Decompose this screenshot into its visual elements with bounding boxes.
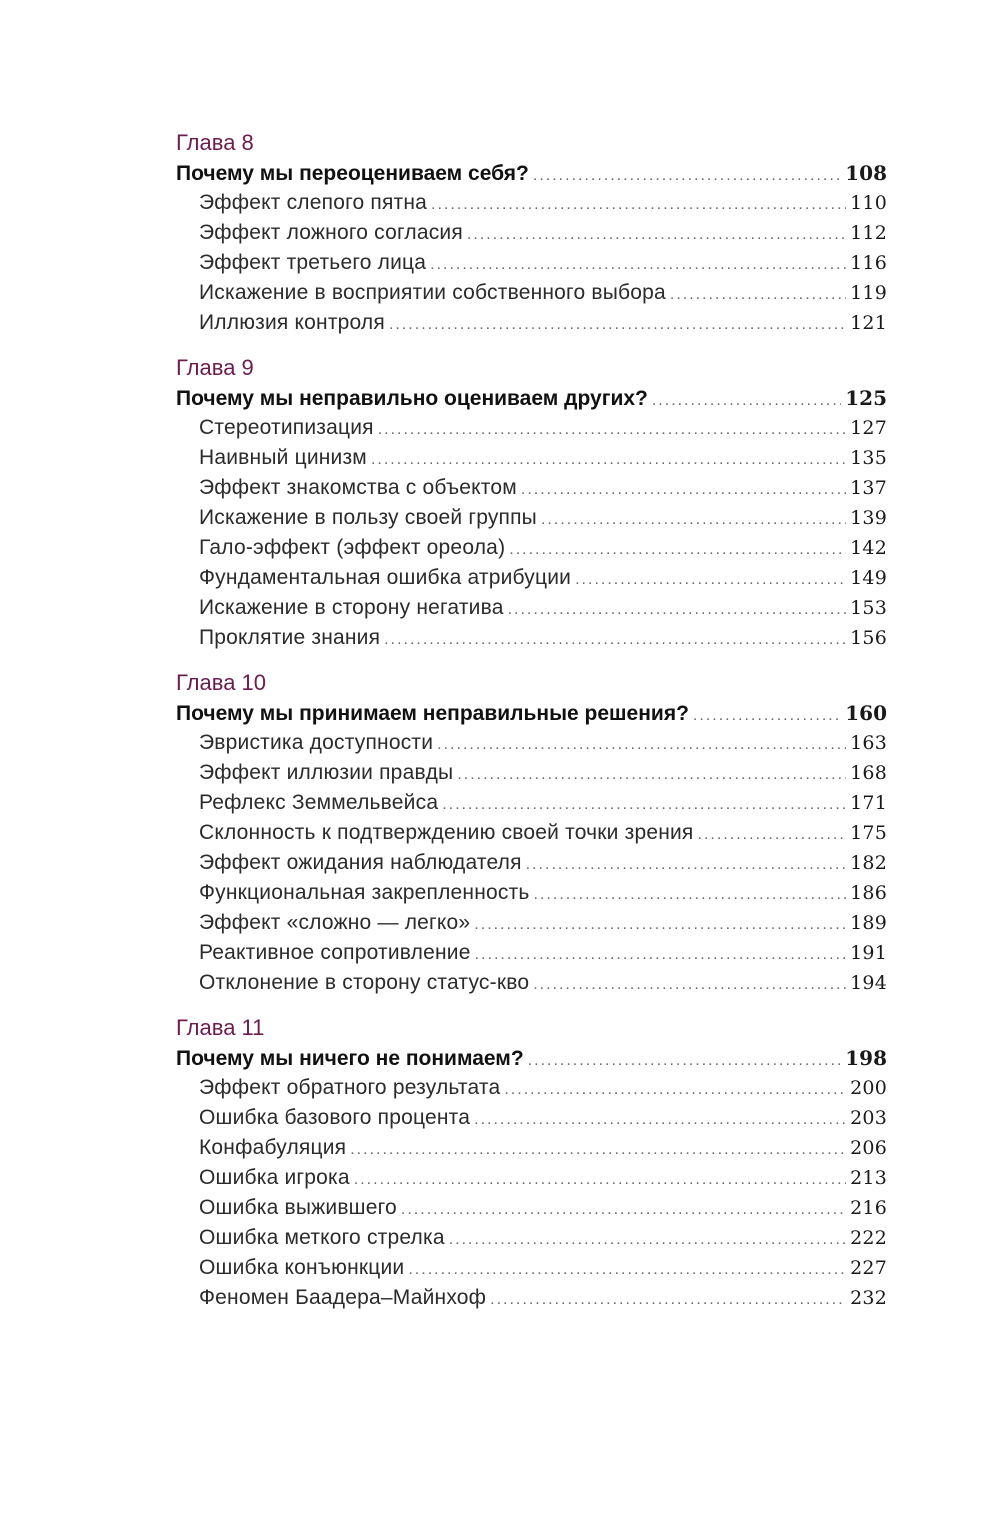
page-number: 200: [850, 1077, 887, 1099]
toc-entry[interactable]: [176, 533, 887, 563]
toc-entry[interactable]: [176, 623, 887, 653]
entry-title: Эвристика доступности: [199, 731, 434, 754]
page-number: 139: [850, 507, 887, 529]
page-number: 189: [850, 912, 887, 934]
entry-title: Эффект знакомства с объектом: [199, 476, 517, 499]
toc-entry[interactable]: [176, 1073, 887, 1103]
page-number: 194: [850, 972, 887, 994]
dot-leader: [698, 820, 847, 850]
dot-leader: [408, 1255, 846, 1285]
chapter-section: [176, 1013, 887, 1313]
entry-title: Ошибка меткого стрелка: [199, 1226, 445, 1249]
entry-title: Стереотипизация: [199, 416, 374, 439]
toc-entry[interactable]: [176, 413, 887, 443]
toc-entry[interactable]: [176, 908, 887, 938]
chapter-label: Глава 11: [176, 1015, 265, 1040]
dot-leader: [431, 190, 846, 220]
entry-title: Эффект ожидания наблюдателя: [199, 851, 522, 874]
dot-leader: [475, 940, 847, 970]
toc-entry[interactable]: [176, 593, 887, 623]
page-number: 203: [850, 1107, 887, 1129]
entry-title: Ошибка конъюнкции: [199, 1256, 405, 1279]
entry-title: Ошибка базового процента: [199, 1106, 471, 1129]
toc-entry[interactable]: [176, 188, 887, 218]
toc-entry[interactable]: [176, 878, 887, 908]
dot-leader: [528, 1046, 842, 1076]
page-number: 142: [850, 537, 887, 559]
dot-leader: [437, 730, 846, 760]
page-number: 163: [850, 732, 887, 754]
dot-leader: [354, 1165, 846, 1195]
page-number: 108: [845, 161, 887, 185]
dot-leader: [670, 280, 846, 310]
table-of-contents: [176, 128, 887, 1328]
page-number: 227: [850, 1257, 887, 1279]
dot-leader: [541, 505, 846, 535]
toc-entry[interactable]: [176, 1223, 887, 1253]
toc-entry[interactable]: [176, 278, 887, 308]
page-number: 191: [850, 942, 887, 964]
toc-entry[interactable]: [176, 938, 887, 968]
toc-entry[interactable]: [176, 968, 887, 998]
dot-leader: [350, 1135, 846, 1165]
dot-leader: [474, 910, 846, 940]
page-number: 222: [850, 1227, 887, 1249]
toc-entry[interactable]: [176, 1253, 887, 1283]
chapter-title: Почему мы ничего не понимаем?: [176, 1047, 524, 1070]
page-number: 137: [850, 477, 887, 499]
page-number: 232: [850, 1287, 887, 1309]
page-number: 121: [850, 312, 887, 334]
dot-leader: [533, 970, 846, 1000]
page-number: 119: [850, 282, 887, 304]
dot-leader: [652, 386, 841, 416]
dot-leader: [389, 310, 846, 340]
entry-title: Проклятие знания: [199, 626, 381, 649]
dot-leader: [457, 760, 846, 790]
dot-leader: [401, 1195, 846, 1225]
entry-title: Эффект третьего лица: [199, 251, 427, 274]
entry-title: Эффект ложного согласия: [199, 221, 463, 244]
entry-title: Эффект «сложно — легко»: [199, 911, 471, 934]
entry-title: Гало-эффект (эффект ореола): [199, 536, 506, 559]
page-number: 168: [850, 762, 887, 784]
entry-title: Эффект обратного результата: [199, 1076, 501, 1099]
page-number: 182: [850, 852, 887, 874]
chapter-section: [176, 128, 887, 338]
toc-entry[interactable]: [176, 758, 887, 788]
toc-entry[interactable]: [176, 1103, 887, 1133]
dot-leader: [526, 850, 846, 880]
chapter-title-row[interactable]: [176, 698, 887, 728]
chapter-title: Почему мы принимаем неправильные решения?: [176, 702, 689, 725]
page-number: 171: [850, 792, 887, 814]
toc-entry[interactable]: [176, 1163, 887, 1193]
dot-leader: [508, 595, 847, 625]
toc-entry[interactable]: [176, 1283, 887, 1313]
toc-entry[interactable]: [176, 818, 887, 848]
chapter-title: Почему мы неправильно оцениваем других?: [176, 387, 648, 410]
page-number: 127: [850, 417, 887, 439]
chapter-title-row[interactable]: [176, 1043, 887, 1073]
toc-entry[interactable]: [176, 1133, 887, 1163]
toc-entry[interactable]: [176, 443, 887, 473]
entry-title: Фундаментальная ошибка атрибуции: [199, 566, 572, 589]
toc-entry[interactable]: [176, 1193, 887, 1223]
chapter-label: Глава 8: [176, 130, 254, 155]
page-number: 112: [850, 222, 887, 244]
toc-entry[interactable]: [176, 503, 887, 533]
entry-title: Рефлекс Земмельвейса: [199, 791, 439, 814]
dot-leader: [504, 1075, 846, 1105]
entry-title: Феномен Баадера–Майнхоф: [199, 1286, 487, 1309]
entry-title: Реактивное сопротивление: [199, 941, 471, 964]
toc-entry[interactable]: [176, 218, 887, 248]
entry-title: Ошибка игрока: [199, 1166, 350, 1189]
page-number: 116: [850, 252, 887, 274]
toc-entry[interactable]: [176, 248, 887, 278]
dot-leader: [378, 415, 846, 445]
dot-leader: [534, 880, 847, 910]
toc-entry[interactable]: [176, 848, 887, 878]
dot-leader: [474, 1105, 846, 1135]
dot-leader: [533, 161, 841, 191]
page-number: 125: [845, 386, 887, 410]
chapter-section: [176, 668, 887, 998]
chapter-label: Глава 9: [176, 355, 254, 380]
entry-title: Эффект иллюзии правды: [199, 761, 454, 784]
entry-title: Эффект слепого пятна: [199, 191, 428, 214]
toc-entry[interactable]: [176, 473, 887, 503]
entry-title: Иллюзия контроля: [199, 311, 385, 334]
entry-title: Искажение в пользу своей группы: [199, 506, 537, 529]
chapter-title-row[interactable]: [176, 158, 887, 188]
entry-title: Отклонение в сторону статус-кво: [199, 971, 530, 994]
page-number: 216: [850, 1197, 887, 1219]
entry-title: Искажение в восприятии собственного выбора: [199, 281, 666, 304]
page-number: 213: [850, 1167, 887, 1189]
dot-leader: [509, 535, 846, 565]
dot-leader: [490, 1285, 846, 1315]
page-number: 153: [850, 597, 887, 619]
chapter-title: Почему мы переоцениваем себя?: [176, 162, 529, 185]
toc-entry[interactable]: [176, 563, 887, 593]
chapter-section: [176, 353, 887, 653]
toc-entry[interactable]: [176, 728, 887, 758]
page-number: 186: [850, 882, 887, 904]
entry-title: Функциональная закрепленность: [199, 881, 530, 904]
page-number: 149: [850, 567, 887, 589]
dot-leader: [371, 445, 846, 475]
dot-leader: [384, 625, 846, 655]
entry-title: Искажение в сторону негатива: [199, 596, 504, 619]
page-number: 135: [850, 447, 887, 469]
dot-leader: [575, 565, 846, 595]
dot-leader: [430, 250, 846, 280]
entry-title: Наивный цинизм: [199, 446, 367, 469]
chapter-label: Глава 10: [176, 670, 267, 695]
dot-leader: [442, 790, 846, 820]
entry-title: Склонность к подтверждению своей точки зрения: [199, 821, 694, 844]
page-number: 110: [850, 192, 887, 214]
page-number: 160: [845, 701, 887, 725]
toc-entry[interactable]: [176, 788, 887, 818]
dot-leader: [467, 220, 846, 250]
dot-leader: [521, 475, 846, 505]
page-number: 198: [845, 1046, 887, 1070]
dot-leader: [449, 1225, 846, 1255]
toc-entry[interactable]: [176, 308, 887, 338]
chapter-title-row[interactable]: [176, 383, 887, 413]
page-number: 206: [850, 1137, 887, 1159]
entry-title: Конфабуляция: [199, 1136, 347, 1159]
page-number: 175: [850, 822, 887, 844]
dot-leader: [693, 701, 841, 731]
entry-title: Ошибка выжившего: [199, 1196, 397, 1219]
page-number: 156: [850, 627, 887, 649]
